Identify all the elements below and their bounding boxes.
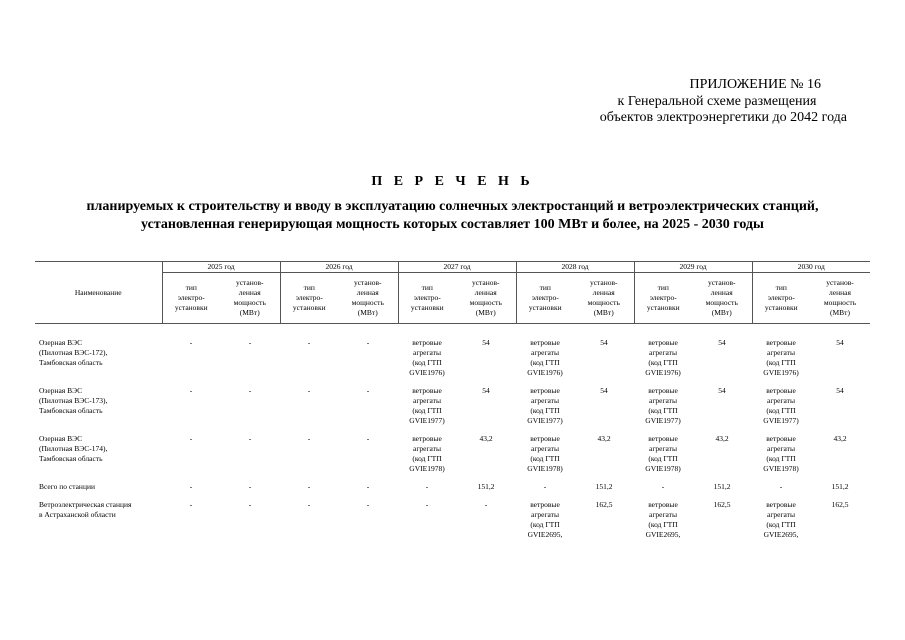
unit-type-cell <box>280 434 338 482</box>
installed-power-cell <box>574 482 634 500</box>
cell-text: ветровые <box>648 434 678 443</box>
table-year-header-row <box>35 262 870 273</box>
station-name-line: Озерная ВЭС <box>39 338 83 347</box>
station-name-cell <box>35 434 162 482</box>
unit-type-header-line: установки <box>410 303 444 312</box>
cell-text: 54 <box>718 386 726 395</box>
installed-power-header-line: (МВт) <box>239 308 260 317</box>
installed-power-cell <box>810 386 870 434</box>
name-column-header: Наименование <box>35 262 162 324</box>
station-name-line: (Пилотная ВЭС-174), <box>39 444 108 453</box>
unit-type-header-line: тип <box>421 283 433 292</box>
installed-power-cell <box>574 500 634 548</box>
appendix-number: ПРИЛОЖЕНИЕ № 16 <box>689 77 821 92</box>
cell-text: GVIE1976) <box>409 368 445 377</box>
cell-text: агрегаты <box>766 510 795 519</box>
cell-text: GVIE1977) <box>645 416 681 425</box>
cell-text: GVIE1977) <box>527 416 563 425</box>
unit-type-cell <box>280 500 338 548</box>
installed-power-header <box>810 273 870 324</box>
station-name-line: (Пилотная ВЭС-173), <box>39 396 108 405</box>
cell-text: - <box>484 500 488 509</box>
table-row <box>35 500 870 548</box>
cell-text: агрегаты <box>412 396 441 405</box>
cell-text: агрегаты <box>648 510 677 519</box>
cell-text: 162,5 <box>595 500 613 509</box>
unit-type-cell <box>162 482 220 500</box>
unit-type-header-line: электро- <box>767 293 795 302</box>
cell-text: - <box>248 500 252 509</box>
installed-power-header-line: мощность <box>351 298 384 307</box>
cell-text: агрегаты <box>766 396 795 405</box>
unit-type-cell <box>398 338 456 386</box>
installed-power-header-line: установ- <box>235 278 264 287</box>
cell-text: - <box>189 386 193 395</box>
installed-power-header-line: установ- <box>707 278 736 287</box>
installed-power-header <box>456 273 516 324</box>
unit-type-cell <box>162 500 220 548</box>
installed-power-header-line: ленная <box>592 288 615 297</box>
unit-type-cell <box>280 338 338 386</box>
cell-text: агрегаты <box>648 396 677 405</box>
installed-power-header-line: установ- <box>353 278 382 287</box>
unit-type-cell <box>162 434 220 482</box>
installed-power-cell <box>574 386 634 434</box>
installed-power-cell <box>810 500 870 548</box>
installed-power-cell <box>810 434 870 482</box>
year-header: 2027 год <box>398 262 516 273</box>
unit-type-cell <box>752 482 810 500</box>
installed-power-cell <box>692 434 752 482</box>
cell-text: - <box>307 434 311 443</box>
installed-power-cell <box>456 338 516 386</box>
year-header: 2025 год <box>162 262 280 273</box>
unit-type-header <box>752 273 810 324</box>
station-name-line: Тамбовская область <box>39 406 103 415</box>
cell-text: - <box>189 482 193 491</box>
cell-text: - <box>661 482 665 491</box>
station-name-line: Тамбовская область <box>39 358 103 367</box>
unit-type-cell <box>752 434 810 482</box>
station-name-line: Всего по станции <box>39 482 95 491</box>
table-row <box>35 338 870 386</box>
subtitle-line-2: установленная генерирующая мощность которых составляет 100 МВт и более, на 2025 - 2030 годы <box>141 217 764 232</box>
cell-text: ветровые <box>412 338 442 347</box>
cell-text: GVIE1976) <box>527 368 563 377</box>
cell-text: агрегаты <box>530 396 559 405</box>
unit-type-header-line: тип <box>657 283 669 292</box>
unit-type-header-line: тип <box>539 283 551 292</box>
unit-type-cell <box>516 386 574 434</box>
unit-type-cell <box>634 500 692 548</box>
cell-text: (код ГТП <box>648 520 678 529</box>
cell-text: GVIE1978) <box>645 464 681 473</box>
installed-power-cell <box>574 434 634 482</box>
cell-text: ветровые <box>766 338 796 347</box>
cell-text: 54 <box>718 338 726 347</box>
cell-text: (код ГТП <box>648 358 678 367</box>
unit-type-cell <box>634 386 692 434</box>
cell-text: 54 <box>482 338 490 347</box>
cell-text: - <box>425 500 429 509</box>
installed-power-cell <box>456 500 516 548</box>
installed-power-header-line: ленная <box>474 288 497 297</box>
unit-type-header-line: установки <box>646 303 680 312</box>
station-name-cell <box>35 500 162 548</box>
cell-text: GVIE1977) <box>763 416 799 425</box>
cell-text: ветровые <box>766 386 796 395</box>
cell-text: GVIE2695, <box>527 530 563 539</box>
cell-text: ветровые <box>530 434 560 443</box>
document-subtitle <box>40 198 865 234</box>
table-spacer-row <box>35 324 870 339</box>
cell-text: агрегаты <box>766 444 795 453</box>
station-name-line: Ветроэлектрическая станция <box>39 500 132 509</box>
installed-power-header-line: ленная <box>829 288 851 297</box>
unit-type-header-line: электро- <box>177 293 205 302</box>
unit-type-cell <box>516 482 574 500</box>
cell-text: - <box>189 338 193 347</box>
station-name-line: Тамбовская область <box>39 454 103 463</box>
installed-power-header-line: мощность <box>705 298 738 307</box>
unit-type-cell <box>634 434 692 482</box>
year-header: 2030 год <box>752 262 870 273</box>
unit-type-cell <box>752 386 810 434</box>
installed-power-header <box>574 273 634 324</box>
unit-type-cell <box>162 338 220 386</box>
cell-text: (код ГТП <box>648 454 678 463</box>
cell-text: - <box>307 500 311 509</box>
unit-type-header-line: тип <box>185 283 197 292</box>
unit-type-cell <box>398 386 456 434</box>
unit-type-header-line: электро- <box>531 293 559 302</box>
cell-text: 162,5 <box>713 500 731 509</box>
cell-text: ветровые <box>412 386 442 395</box>
installed-power-header-line: установ- <box>826 278 854 287</box>
document-title: П Е Р Е Ч Е Н Ь <box>371 174 534 189</box>
cell-text: - <box>189 434 193 443</box>
station-name-cell <box>35 338 162 386</box>
cell-text: ветровые <box>648 500 678 509</box>
cell-text: агрегаты <box>412 444 441 453</box>
station-name-line: Озерная ВЭС <box>39 434 83 443</box>
cell-text: (код ГТП <box>766 358 796 367</box>
cell-text: 54 <box>600 386 608 395</box>
cell-text: ветровые <box>766 434 796 443</box>
cell-text: 54 <box>836 386 844 395</box>
cell-text: ветровые <box>412 434 442 443</box>
installed-power-cell <box>810 482 870 500</box>
cell-text: (код ГТП <box>530 520 560 529</box>
cell-text: - <box>307 386 311 395</box>
table-row <box>35 386 870 434</box>
cell-text: 43,2 <box>715 434 729 443</box>
cell-text: GVIE2695, <box>645 530 681 539</box>
installed-power-cell <box>338 500 398 548</box>
unit-type-cell <box>634 338 692 386</box>
cell-text: (код ГТП <box>530 358 560 367</box>
installed-power-cell <box>338 338 398 386</box>
installed-power-header-line: установ- <box>589 278 618 287</box>
year-header: 2029 год <box>634 262 752 273</box>
unit-type-cell <box>752 500 810 548</box>
unit-type-header <box>516 273 574 324</box>
cell-text: 151,2 <box>595 482 613 491</box>
installed-power-cell <box>338 386 398 434</box>
cell-text: 43,2 <box>833 434 847 443</box>
unit-type-header-line: установки <box>764 303 798 312</box>
unit-type-header-line: тип <box>303 283 315 292</box>
installed-power-header-line: мощность <box>823 298 857 307</box>
station-name-line: (Пилотная ВЭС-172), <box>39 348 108 357</box>
cell-text: (код ГТП <box>766 520 796 529</box>
unit-type-header-line: тип <box>775 283 787 292</box>
cell-text: - <box>366 338 370 347</box>
unit-type-cell <box>162 386 220 434</box>
cell-text: 54 <box>482 386 490 395</box>
cell-text: (код ГТП <box>412 454 442 463</box>
unit-type-cell <box>516 338 574 386</box>
cell-text: - <box>248 386 252 395</box>
installed-power-cell <box>220 434 280 482</box>
cell-text: GVIE1976) <box>645 368 681 377</box>
cell-text: - <box>366 500 370 509</box>
installed-power-cell <box>692 338 752 386</box>
cell-text: 54 <box>600 338 608 347</box>
installed-power-header-line: установ- <box>471 278 500 287</box>
installed-power-cell <box>456 434 516 482</box>
cell-text: ветровые <box>530 338 560 347</box>
unit-type-cell <box>280 386 338 434</box>
cell-text: (код ГТП <box>530 454 560 463</box>
cell-text: агрегаты <box>648 444 677 453</box>
unit-type-header-line: установки <box>292 303 326 312</box>
installed-power-header <box>338 273 398 324</box>
table-row <box>35 434 870 482</box>
cell-text: 151,2 <box>831 482 849 491</box>
cell-text: - <box>248 434 252 443</box>
installed-power-cell <box>692 500 752 548</box>
unit-type-cell <box>752 338 810 386</box>
installed-power-cell <box>692 386 752 434</box>
unit-type-header-line: установки <box>174 303 208 312</box>
unit-type-cell <box>398 482 456 500</box>
cell-text: - <box>366 434 370 443</box>
cell-text: (код ГТП <box>766 406 796 415</box>
cell-text: - <box>189 500 193 509</box>
unit-type-header-line: электро- <box>295 293 323 302</box>
cell-text: - <box>248 482 252 491</box>
spacer-cell <box>35 324 870 339</box>
cell-text: ветровые <box>648 386 678 395</box>
cell-text: ветровые <box>648 338 678 347</box>
unit-type-header-line: электро- <box>649 293 677 302</box>
unit-type-cell <box>280 482 338 500</box>
cell-text: (код ГТП <box>648 406 678 415</box>
cell-text: (код ГТП <box>766 454 796 463</box>
cell-text: агрегаты <box>530 510 559 519</box>
cell-text: ветровые <box>530 386 560 395</box>
unit-type-header <box>162 273 220 324</box>
installed-power-header-line: мощность <box>587 298 620 307</box>
unit-type-header-line: электро- <box>413 293 441 302</box>
table-body <box>35 324 870 549</box>
unit-type-header-line: установки <box>528 303 562 312</box>
cell-text: 162,5 <box>831 500 849 509</box>
cell-text: GVIE1978) <box>409 464 445 473</box>
installed-power-header <box>220 273 280 324</box>
installed-power-header-line: (МВт) <box>593 308 614 317</box>
installed-power-header-line: (МВт) <box>475 308 496 317</box>
installed-power-cell <box>220 338 280 386</box>
cell-text: GVIE2695, <box>763 530 799 539</box>
cell-text: - <box>425 482 429 491</box>
station-name-cell <box>35 386 162 434</box>
cell-text: - <box>307 482 311 491</box>
unit-type-header <box>398 273 456 324</box>
cell-text: ветровые <box>530 500 560 509</box>
cell-text: 151,2 <box>713 482 731 491</box>
cell-text: - <box>366 482 370 491</box>
cell-text: - <box>366 386 370 395</box>
cell-text: 54 <box>836 338 844 347</box>
cell-text: GVIE1976) <box>763 368 799 377</box>
installed-power-cell <box>220 500 280 548</box>
station-name-line: в Астраханской области <box>39 510 116 519</box>
installed-power-cell <box>692 482 752 500</box>
station-name-cell <box>35 482 162 500</box>
installed-power-cell <box>220 482 280 500</box>
year-header: 2026 год <box>280 262 398 273</box>
cell-text: 43,2 <box>597 434 611 443</box>
cell-text: ветровые <box>766 500 796 509</box>
installed-power-cell <box>456 482 516 500</box>
cell-text: - <box>307 338 311 347</box>
cell-text: GVIE1978) <box>527 464 563 473</box>
cell-text: 43,2 <box>479 434 493 443</box>
cell-text: (код ГТП <box>412 358 442 367</box>
installed-power-cell <box>574 338 634 386</box>
installed-power-cell <box>220 386 280 434</box>
installed-power-cell <box>810 338 870 386</box>
cell-text: GVIE1978) <box>763 464 799 473</box>
appendix-reference: к Генеральной схеме размещения <box>617 94 817 109</box>
unit-type-cell <box>516 500 574 548</box>
table-row <box>35 482 870 500</box>
installed-power-cell <box>338 482 398 500</box>
cell-text: 151,2 <box>477 482 495 491</box>
installed-power-header-line: ленная <box>238 288 261 297</box>
installed-power-header-line: мощность <box>233 298 266 307</box>
cell-text: агрегаты <box>530 444 559 453</box>
subtitle-line-1: планируемых к строительству и вводу в эксплуатацию солнечных электростанций и ветроэлектрических станций, <box>86 199 819 214</box>
appendix-reference-cont: объектов электроэнергетики до 2042 года <box>599 110 847 125</box>
installed-power-header-line: ленная <box>356 288 379 297</box>
cell-text: агрегаты <box>766 348 795 357</box>
appendix-header <box>547 76 847 126</box>
cell-text: агрегаты <box>412 348 441 357</box>
cell-text: агрегаты <box>648 348 677 357</box>
unit-type-cell <box>398 434 456 482</box>
cell-text: GVIE1977) <box>409 416 445 425</box>
installed-power-header-line: (МВт) <box>711 308 732 317</box>
installed-power-header-line: мощность <box>469 298 502 307</box>
unit-type-header <box>634 273 692 324</box>
installed-power-cell <box>338 434 398 482</box>
installed-power-header <box>692 273 752 324</box>
unit-type-header <box>280 273 338 324</box>
installed-power-cell <box>456 386 516 434</box>
power-stations-table <box>35 261 870 548</box>
installed-power-header-line: ленная <box>710 288 733 297</box>
installed-power-header-line: (МВт) <box>830 308 850 317</box>
installed-power-header-line: (МВт) <box>357 308 378 317</box>
year-header: 2028 год <box>516 262 634 273</box>
cell-text: (код ГТП <box>412 406 442 415</box>
unit-type-cell <box>398 500 456 548</box>
cell-text: (код ГТП <box>530 406 560 415</box>
station-name-line: Озерная ВЭС <box>39 386 83 395</box>
cell-text: - <box>248 338 252 347</box>
cell-text: - <box>543 482 547 491</box>
cell-text: агрегаты <box>530 348 559 357</box>
unit-type-cell <box>634 482 692 500</box>
cell-text: - <box>779 482 783 491</box>
unit-type-cell <box>516 434 574 482</box>
